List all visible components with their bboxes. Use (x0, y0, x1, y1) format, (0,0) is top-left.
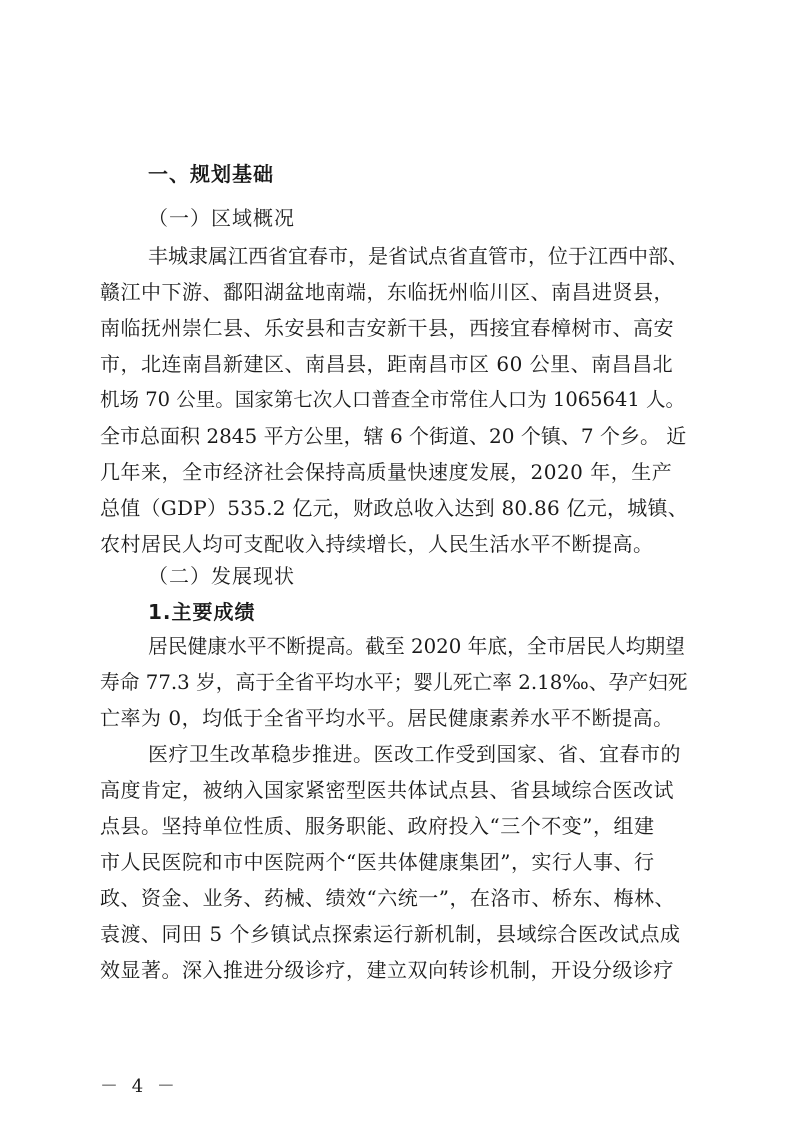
paragraph-line: 机场 70 公里。国家第七次人口普查全市常住人口为 1065641 人。 (100, 388, 685, 411)
paragraph-line: 居民健康水平不断提高。截至 2020 年底，全市居民人均期望 (148, 635, 685, 658)
paragraph-line: 亡率为 0，均低于全省平均水平。居民健康素养水平不断提高。 (100, 706, 674, 730)
paragraph-line: 袁渡、同田 5 个乡镇试点探索运行新机制，县域综合医改试点成 (100, 922, 681, 946)
paragraph-line: 几年来，全市经济社会保持高质量快速度发展，2020 年，生产 (100, 460, 673, 484)
paragraph-line: 农村居民人均可支配收入持续增长，人民生活水平不断提高。 (100, 532, 654, 556)
section-heading-development-status: （二）发展现状 (148, 564, 295, 588)
section-heading-regional-overview: （一）区域概况 (148, 206, 295, 230)
heading-planning-basis: 一、规划基础 (148, 162, 274, 186)
paragraph-line: 总值（GDP）535.2 亿元，财政总收入达到 80.86 亿元，城镇、 (100, 496, 689, 520)
paragraph-line: 市，北连南昌新建区、南昌县，距南昌市区 60 公里、南昌昌北 (100, 352, 674, 376)
paragraph-line: 丰城隶属江西省宜春市，是省试点省直管市，位于江西中部、 (148, 244, 688, 268)
paragraph-line: 医疗卫生改革稳步推进。医改工作受到国家、省、宜春市的 (148, 742, 681, 766)
paragraph-line: 政、资金、业务、药械、绩效“六统一”，在洛市、桥东、梅林、 (100, 886, 675, 910)
paragraph-line: 高度肯定，被纳入国家紧密型医共体试点县、省县域综合医改试 (100, 778, 674, 802)
paragraph-line: 赣江中下游、鄱阳湖盆地南端，东临抚州临川区、南昌进贤县， (100, 280, 674, 304)
page-number: － 4 － (100, 1076, 179, 1097)
paragraph-line: 寿命 77.3 岁，高于全省平均水平；婴儿死亡率 2.18‰、孕产妇死 (100, 671, 688, 694)
paragraph-line: 南临抚州崇仁县、乐安县和吉安新干县，西接宜春樟树市、高安 (100, 316, 674, 340)
paragraph-line: 市人民医院和市中医院两个“医共体健康集团”，实行人事、行 (100, 850, 655, 874)
paragraph-line: 点县。坚持单位性质、服务职能、政府投入“三个不变”，组建 (100, 814, 655, 838)
paragraph-line: 效显著。深入推进分级诊疗，建立双向转诊机制，开设分级诊疗 (100, 958, 674, 982)
paragraph-line: 全市总面积 2845 平方公里，辖 6 个街道、20 个镇、7 个乡。 近 (100, 424, 687, 448)
subsection-heading-main-achievements: 1.主要成绩 (148, 600, 256, 624)
